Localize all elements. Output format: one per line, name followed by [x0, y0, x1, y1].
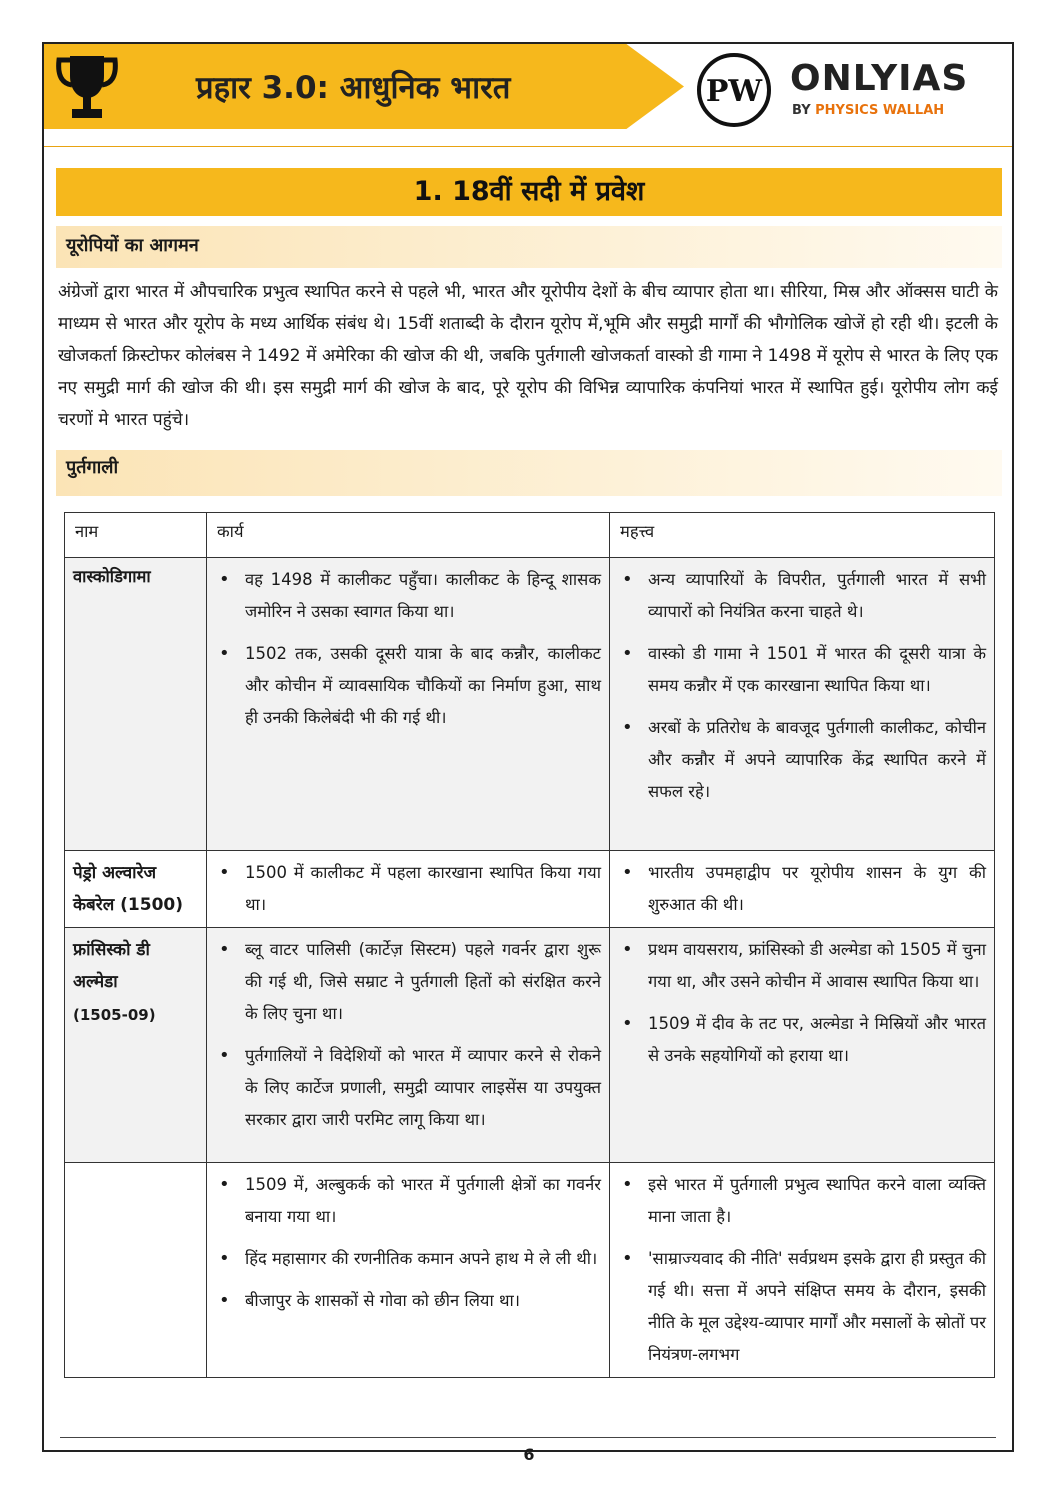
portuguese-table: [64, 512, 995, 1378]
section-heading-europeans: यूरोपियों का आगमन: [56, 226, 1002, 268]
row-name-cell: [65, 851, 207, 928]
row-name-years: (1505-09): [73, 1006, 156, 1024]
list-item: • 'साम्राज्यवाद की नीति' सर्वप्रथम इसके द्वारा ही प्रस्तुत की गई थी। सत्ता में अपने संक्षिप्त समय के दौरान, इसकी नीति के मूल उद्देश्य-व्यापार मार्गों और मसालों के स्रोतों पर नियंत्रण-लगभग: [618, 1243, 986, 1371]
row-work-cell: [207, 1163, 610, 1378]
row-work-cell: [207, 851, 610, 928]
header-divider: [44, 146, 1012, 147]
list-item: • प्रथम वायसराय, फ्रांसिस्को डी अल्मेडा को 1505 में चुना गया था, और उसने कोचीन में आवास स्थापित किया था।: [618, 934, 986, 998]
row-significance-cell: [610, 1163, 995, 1378]
pw-logo-icon: [696, 52, 772, 128]
brand-by: BY: [792, 103, 816, 118]
column-header-name: नाम: [65, 513, 207, 558]
page-number: 6: [523, 1445, 535, 1464]
list-item: • अन्य व्यापारियों के विपरीत, पुर्तगाली भारत में सभी व्यापारों को नियंत्रित करना चाहते थे।: [618, 564, 986, 628]
row-name: वास्कोडिगामा: [73, 567, 151, 586]
row-significance-cell: [610, 928, 995, 1163]
intro-paragraph: अंग्रेजों द्वारा भारत में औपचारिक प्रभुत्व स्थापित करने से पहले भी, भारत और यूरोपीय देशों के बीच व्यापार होता था। सीरिया, मिस्र और ऑक्सस घाटी के माध्यम से भारत और यूरोप के मध्य आर्थिक संबंध थे। 15वीं शताब्दी के दौरान यूरोप में,भूमि और समुद्री मार्गों की भौगोलिक खोजें हो रही थी। इटली के खोजकर्ता क्रिस्टोफर कोलंबस ने 1492 में अमेरिका की खोज की थी, जबकि पुर्तगाली खोजकर्ता वास्को डी गामा ने 1498 में यूरोप से भारत के लिए एक नए समुद्री मार्ग की खोज की थी। इस समुद्री मार्ग की खोज के बाद, पूरे यूरोप की विभिन्न व्यापारिक कंपनियां भारत में स्थापित हुई। यूरोपीय लोग कई चरणों मे भारत पहुंचे।: [58, 282, 998, 430]
pw-logo-text: PW: [705, 74, 763, 109]
column-header-significance: महत्त्व: [610, 513, 995, 558]
row-name: पेड्रो अल्वारेज केबरेल (1500): [73, 863, 184, 915]
table-row: [65, 1163, 995, 1378]
row-name-cell: [65, 558, 207, 851]
list-item: • इसे भारत में पुर्तगाली प्रभुत्व स्थापित करने वाला व्यक्ति माना जाता है।: [618, 1169, 986, 1233]
row-name: फ्रांसिस्को डी अल्मेडा: [73, 940, 150, 992]
footer-divider: [60, 1437, 996, 1438]
row-name-cell: [65, 928, 207, 1163]
list-item: • 1509 में, अल्बुकर्क को भारत में पुर्तगाली क्षेत्रों का गवर्नर बनाया गया था।: [215, 1169, 601, 1233]
list-item: • 1500 में कालीकट में पहला कारखाना स्थापित किया गया था।: [215, 857, 601, 921]
chapter-title: 1. 18वीं सदी में प्रवेश: [56, 168, 1002, 216]
brand-name: ONLYIAS: [790, 58, 969, 99]
brand-physics-wallah: PHYSICS WALLAH: [815, 103, 945, 118]
list-item: • पुर्तगालियों ने विदेशियों को भारत में व्यापार करने से रोकने के लिए कार्टेज प्रणाली, समुद्री व्यापार लाइसेंस या उपयुक्त सरकार द्वारा जारी परमिट लागू किया था।: [215, 1040, 601, 1136]
column-header-work: कार्य: [207, 513, 610, 558]
trophy-icon: [52, 50, 122, 125]
table-row: [65, 558, 995, 851]
row-name-cell: [65, 1163, 207, 1378]
list-item: • वास्को डी गामा ने 1501 में भारत की दूसरी यात्रा के समय कन्नौर में एक कारखाना स्थापित किया था।: [618, 638, 986, 702]
list-item: • वह 1498 में कालीकट पहुँचा। कालीकट के हिन्दू शासक जमोरिन ने उसका स्वागत किया था।: [215, 564, 601, 628]
section-heading-portuguese: पुर्तगाली: [56, 450, 1002, 496]
list-item: • ब्लू वाटर पालिसी (कार्टेज़ सिस्टम) पहले गवर्नर द्वारा शुरू की गई थी, जिसे सम्राट ने पुर्तगाली हितों को संरक्षित करने के लिए चुना था।: [215, 934, 601, 1030]
brand-tagline: [792, 103, 944, 118]
list-item: • 1509 में दीव के तट पर, अल्मेडा ने मिस्रियों और भारत से उनके सहयोगियों को हराया था।: [618, 1008, 986, 1072]
table-row: [65, 928, 995, 1163]
row-significance-cell: [610, 558, 995, 851]
list-item: • 1502 तक, उसकी दूसरी यात्रा के बाद कन्नौर, कालीकट और कोचीन में व्यावसायिक चौकियों का निर्माण हुआ, साथ ही उनकी किलेबंदी भी की गई थी।: [215, 638, 601, 734]
row-work-cell: [207, 928, 610, 1163]
row-significance-cell: [610, 851, 995, 928]
list-item: • हिंद महासागर की रणनीतिक कमान अपने हाथ मे ले ली थी।: [215, 1243, 601, 1275]
table-header-row: [65, 513, 995, 558]
table-row: [65, 851, 995, 928]
list-item: • बीजापुर के शासकों से गोवा को छीन लिया था।: [215, 1285, 601, 1317]
header-title: प्रहार 3.0: आधुनिक भारत: [196, 70, 511, 106]
list-item: • भारतीय उपमहाद्वीप पर यूरोपीय शासन के युग की शुरुआत की थी।: [618, 857, 986, 921]
row-work-cell: [207, 558, 610, 851]
list-item: • अरबों के प्रतिरोध के बावजूद पुर्तगाली कालीकट, कोचीन और कन्नौर में अपने व्यापारिक केंद्र स्थापित करने में सफल रहे।: [618, 712, 986, 808]
